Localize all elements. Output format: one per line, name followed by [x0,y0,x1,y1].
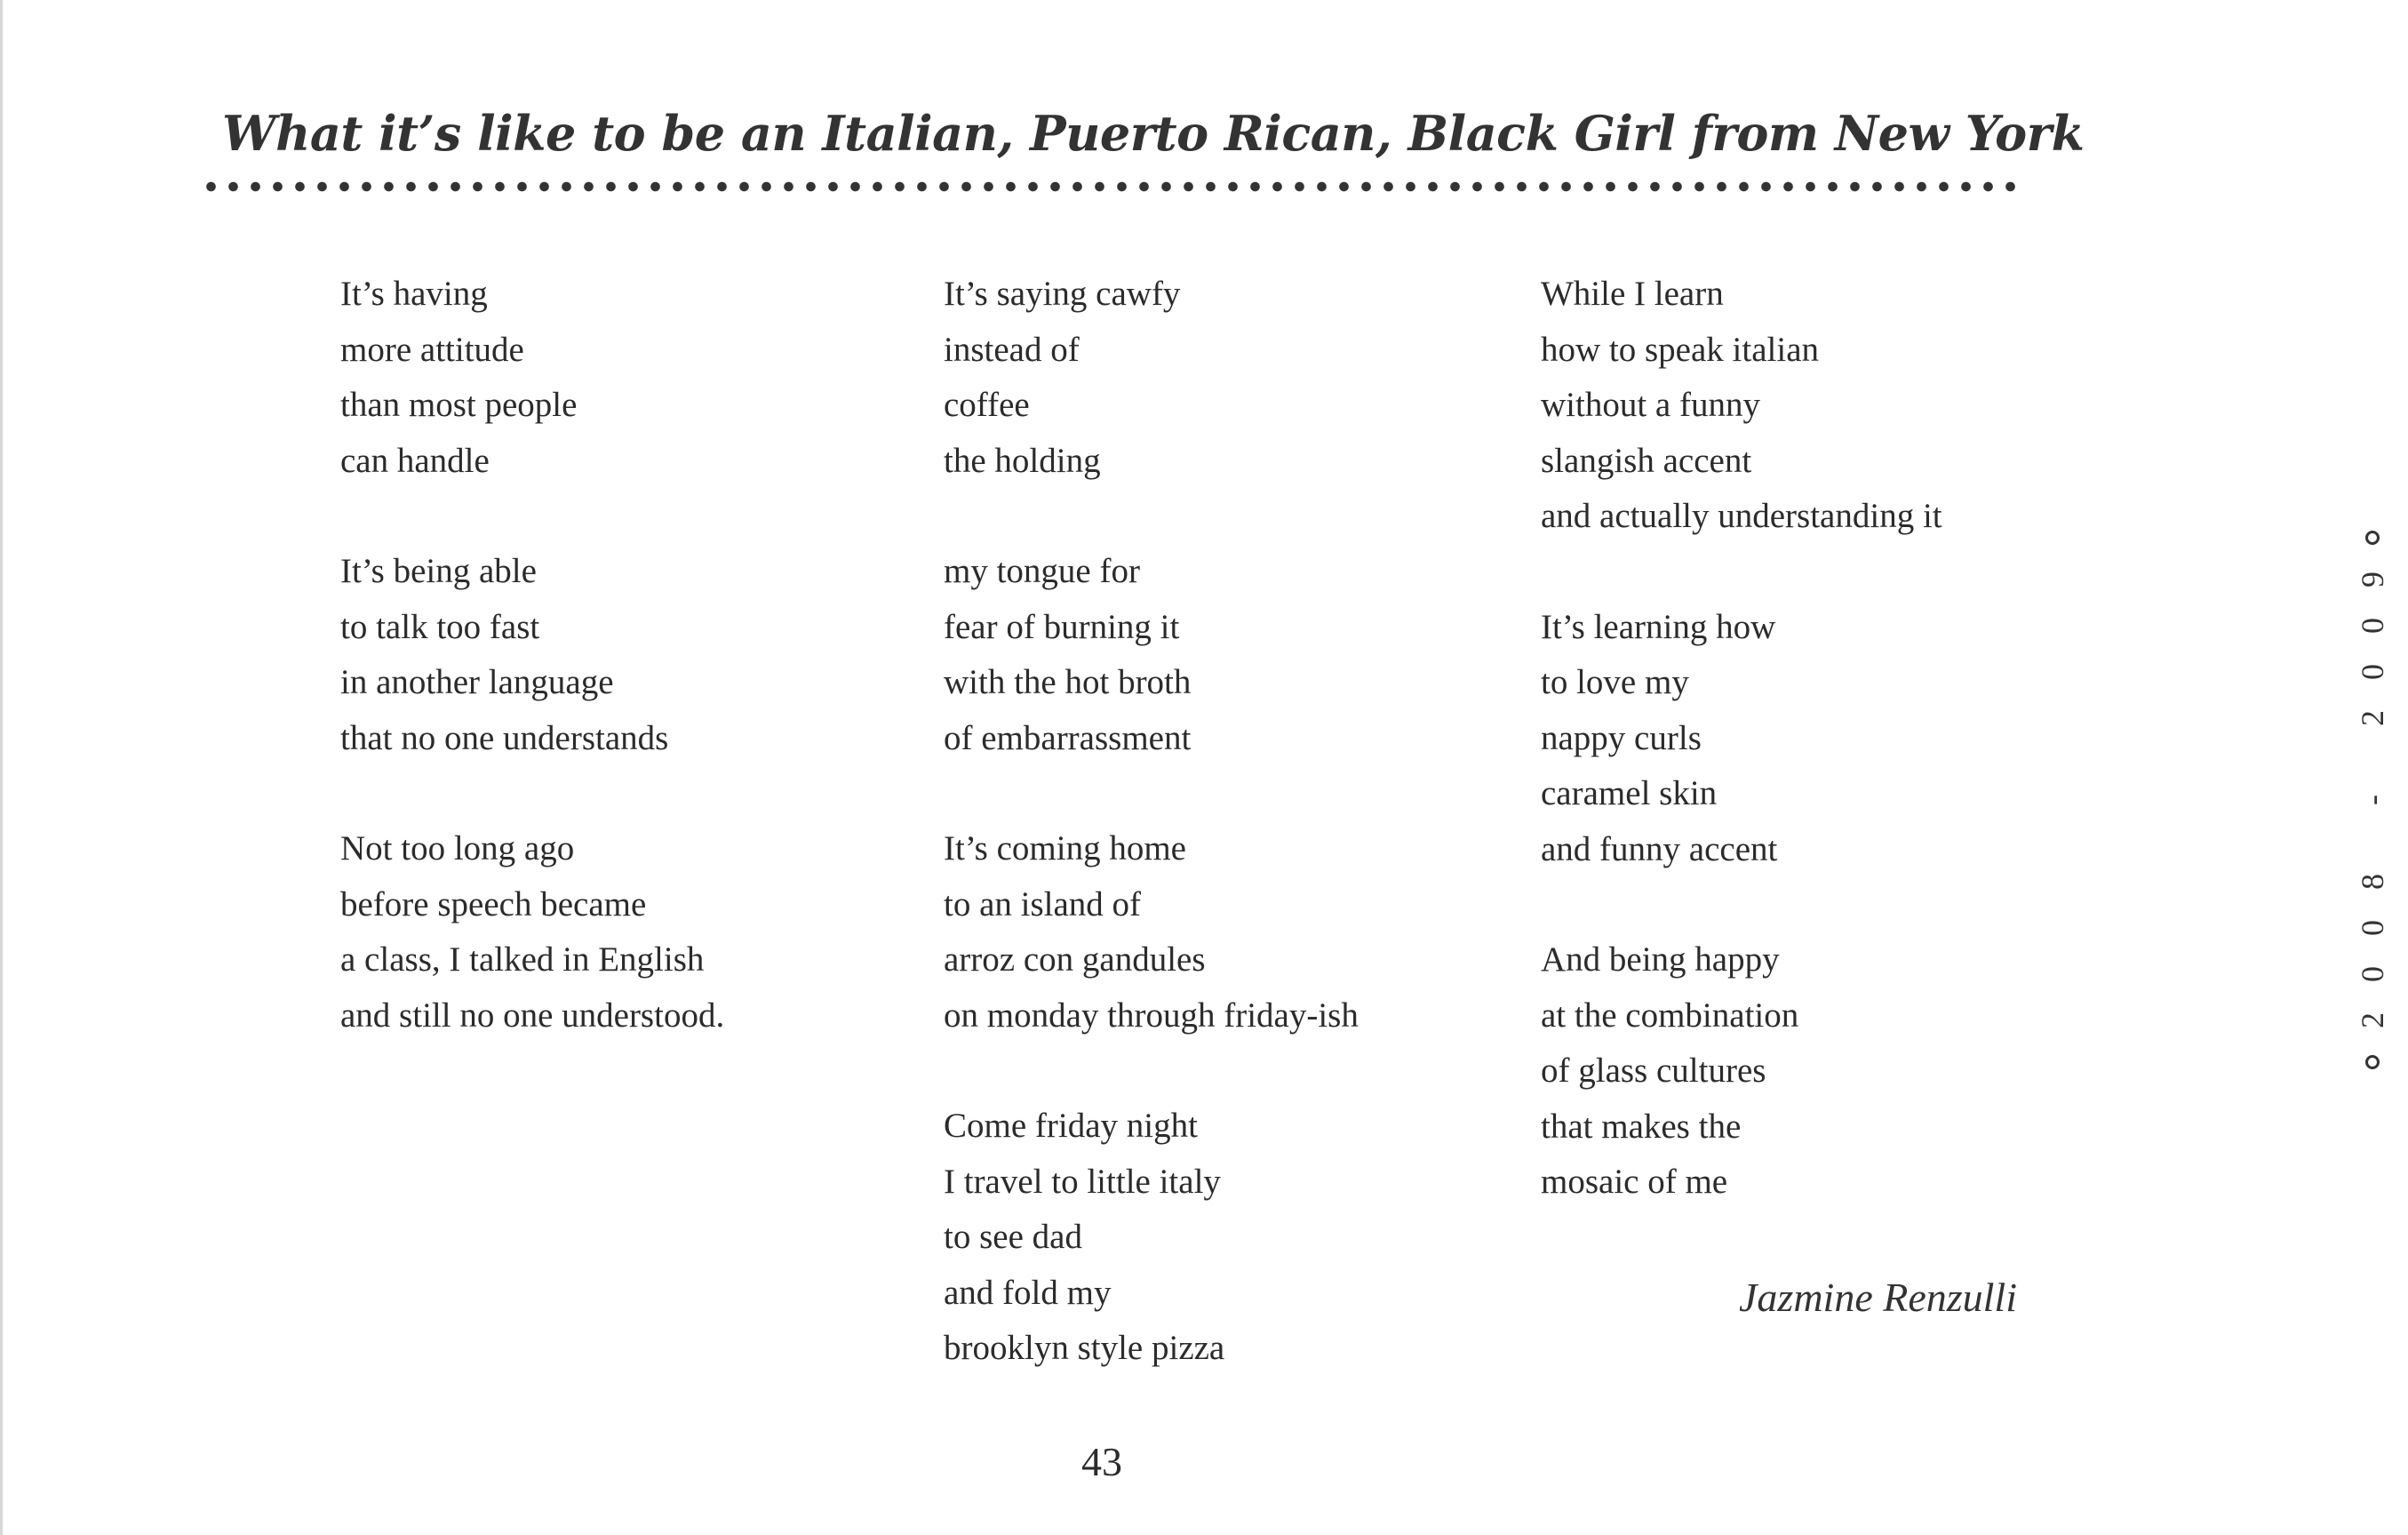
poem-line: to see dad [944,1218,1082,1256]
ring-ornament-icon [2365,1055,2380,1069]
page-edge [0,0,3,1535]
poem-line: of glass cultures [1541,1051,1766,1090]
poem-line: While I learn [1541,275,1724,313]
poem-line: Come friday night [944,1107,1198,1145]
poem-line: And being happy [1541,940,1780,979]
poem-line: mosaic of me [1541,1163,1728,1201]
stanza [1541,267,2163,545]
poem-column-1 [340,267,962,1099]
ring-ornament-icon [2365,531,2380,545]
stanza [944,267,1566,489]
poem-line: It’s coming home [944,829,1186,867]
poem-line: I travel to little italy [944,1162,1221,1201]
poem-line: slangish accent [1541,441,1752,480]
stanza [1541,600,2163,878]
poem-column-3 [1541,267,2163,1266]
stanza [944,1099,1566,1377]
poem-line: a class, I talked in English [340,940,705,979]
poem-column-2 [944,267,1566,1432]
poem-line: and actually understanding it [1541,497,1942,535]
poem-line: and still no one understood. [340,995,725,1035]
poem-line: and funny accent [1541,829,1778,868]
stanza [944,544,1566,766]
poem-line: caramel skin [1541,774,1718,812]
poem-line: arroz con gandules [944,940,1206,979]
poem-line: that no one understands [340,718,669,757]
poem-line: brooklyn style pizza [944,1329,1225,1367]
poem-line: It’s being able [340,552,537,590]
poem-line: than most people [340,386,578,424]
poem-line: how to speak italian [1541,330,1820,369]
author-name: Jazmine Renzulli [1739,1275,2017,1320]
poem-line: before speech became [340,884,647,923]
poem-line: my tongue for [944,552,1140,590]
poem-line: and fold my [944,1273,1112,1312]
stanza [340,544,962,766]
poem-line: It’s saying cawfy [944,275,1181,313]
poem-line: instead of [944,330,1080,369]
stanza [340,821,962,1043]
poem-line: Not too long ago [340,829,575,867]
poem-line: nappy curls [1541,718,1702,757]
poem-line: at the combination [1541,995,1799,1035]
stanza [1541,932,2163,1211]
poem-line: to love my [1541,663,1689,701]
poem-line: in another language [340,663,614,701]
stanza [944,821,1566,1043]
poem-line: of embarrassment [944,718,1192,757]
poem-line: with the hot broth [944,663,1192,701]
page-number: 43 [1081,1439,1122,1484]
poem-line: coffee [944,386,1030,424]
poem-line: more attitude [340,330,524,369]
dotted-divider [200,180,2021,193]
poem-line: that makes the [1541,1107,1742,1146]
poem-line: fear of burning it [944,607,1180,646]
poem-line: to an island of [944,884,1142,923]
poem-line: to talk too fast [340,607,540,646]
poem-line: It’s learning how [1541,607,1776,646]
poem-line: on monday through friday-ish [944,995,1359,1035]
poem-line: can handle [340,441,490,480]
poem-line: It’s having [340,275,488,313]
poem-line: without a funny [1541,386,1760,424]
side-year-banner [2337,471,2408,1129]
poem-title: What it’s like to be an Italian, Puerto Rican, Black Girl from New York [222,105,2085,162]
year-range: 2008 - 2009 [2355,541,2390,1028]
stanza [340,267,962,489]
poem-line: the holding [944,441,1101,480]
